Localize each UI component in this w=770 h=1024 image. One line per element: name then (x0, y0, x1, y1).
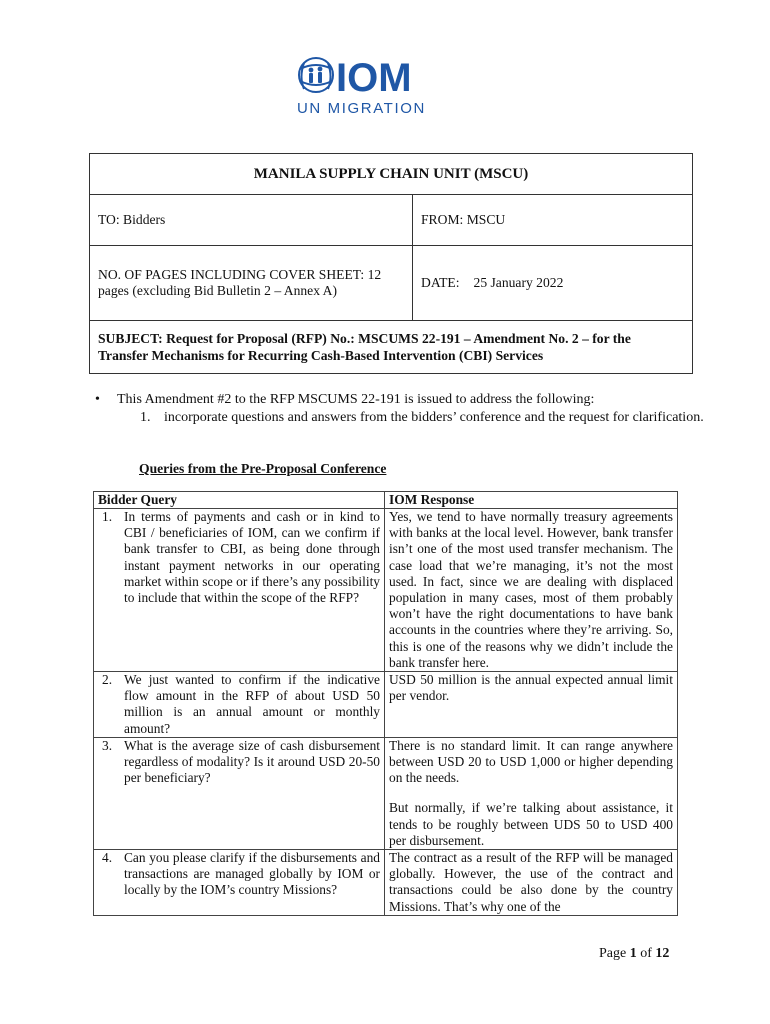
query-number: 4. (102, 850, 113, 866)
intro-item-number: 1. (140, 410, 151, 425)
memo-header-table (89, 153, 693, 374)
query-text: What is the average size of cash disbursement regardless of modality? Is it around USD 20-50 per beneficiary? (124, 737, 380, 786)
response-text: There is no standard limit. It can range anywhere between USD 20 to USD 1,000 or higher depending on the needs. (389, 737, 673, 786)
pages-field (90, 246, 413, 321)
query-cell (94, 737, 385, 849)
table-row (94, 672, 678, 738)
query-text: In terms of payments and cash or in kind to CBI / beneficiaries of IOM, can we confirm if bank transfer to CBI, as being done through instant payment networks in our operating market within scope or if there’s any possibility to include that within the scope of the RFP? (124, 509, 380, 606)
query-cell (94, 509, 385, 672)
page-of-label: of (640, 946, 652, 961)
logo-subtitle: UN MIGRATION (297, 100, 426, 117)
intro-text: This Amendment #2 to the RFP MSCUMS 22-191 is issued to address the following: (117, 392, 595, 407)
date-value: 25 January 2022 (473, 275, 564, 290)
pages-text: NO. OF PAGES INCLUDING COVER SHEET: 12 pages (excluding Bid Bulletin 2 – Annex A) (98, 267, 382, 298)
table-row (94, 509, 678, 672)
response-cell (385, 672, 678, 738)
table-header-row (94, 492, 678, 509)
response-text: The contract as a result of the RFP will be managed globally. However, the use of the contract and transactions could be also done by the country Missions. That’s why one of the (389, 850, 673, 914)
query-text: We just wanted to confirm if the indicative flow amount in the RFP of about USD 50 million is an annual amount or monthly amount? (124, 672, 380, 736)
iom-emblem-icon (296, 55, 466, 117)
col-header-bidder-query: Bidder Query (94, 492, 385, 509)
subject-field: SUBJECT: Request for Proposal (RFP) No.: MSCUMS 22-191 – Amendment No. 2 – for the Transfer Mechanisms for Recurring Cash-Based Intervention (CBI) Services (90, 321, 693, 374)
response-cell (385, 850, 678, 916)
query-number: 2. (102, 672, 113, 688)
query-text: Can you please clarify if the disbursements and transactions are managed globally by IOM or locally by the IOM’s country Missions? (124, 850, 380, 898)
table-row (94, 850, 678, 916)
memo-title: MANILA SUPPLY CHAIN UNIT (MSCU) (90, 154, 693, 195)
query-table (93, 491, 678, 916)
response-text: USD 50 million is the annual expected annual limit per vendor. (389, 672, 673, 704)
query-cell (94, 850, 385, 916)
from-field: FROM: MSCU (413, 195, 693, 246)
response-cell (385, 737, 678, 849)
bullet-icon: • (95, 392, 100, 407)
page-number (599, 946, 669, 962)
response-text-2: But normally, if we’re talking about assistance, it tends to be roughly between UDS 50 to USD 400 per disbursement. (389, 800, 673, 848)
response-cell (385, 509, 678, 672)
col-header-iom-response: IOM Response (385, 492, 678, 509)
logo-name: IOM (336, 56, 412, 100)
response-text: Yes, we tend to have normally treasury agreements with banks at the local level. However, bank transfer isn’t one of the most used transfer mechanism. The case load that we’re managing, it’s not the most used. In fact, since we are dealing with displaced population in many cases, most of them probably won’t have the right documentations to have bank accounts in the countries where they’re arriving. So, this is one of the reasons why we didn’t include the bank transfer here. (389, 509, 673, 670)
iom-logo (296, 55, 466, 117)
query-number: 1. (102, 509, 113, 524)
table-row (94, 737, 678, 849)
queries-section-title: Queries from the Pre-Proposal Conference (139, 461, 387, 476)
to-field: TO: Bidders (90, 195, 413, 246)
page-label: Page (599, 946, 627, 961)
intro-item-text: incorporate questions and answers from the bidders’ conference and the request for clarification. (164, 410, 704, 425)
query-cell (94, 672, 385, 738)
page-total: 12 (655, 946, 670, 961)
date-field (413, 246, 693, 321)
page-current: 1 (629, 946, 637, 961)
date-label: DATE: (421, 275, 460, 290)
query-number: 3. (102, 737, 113, 753)
